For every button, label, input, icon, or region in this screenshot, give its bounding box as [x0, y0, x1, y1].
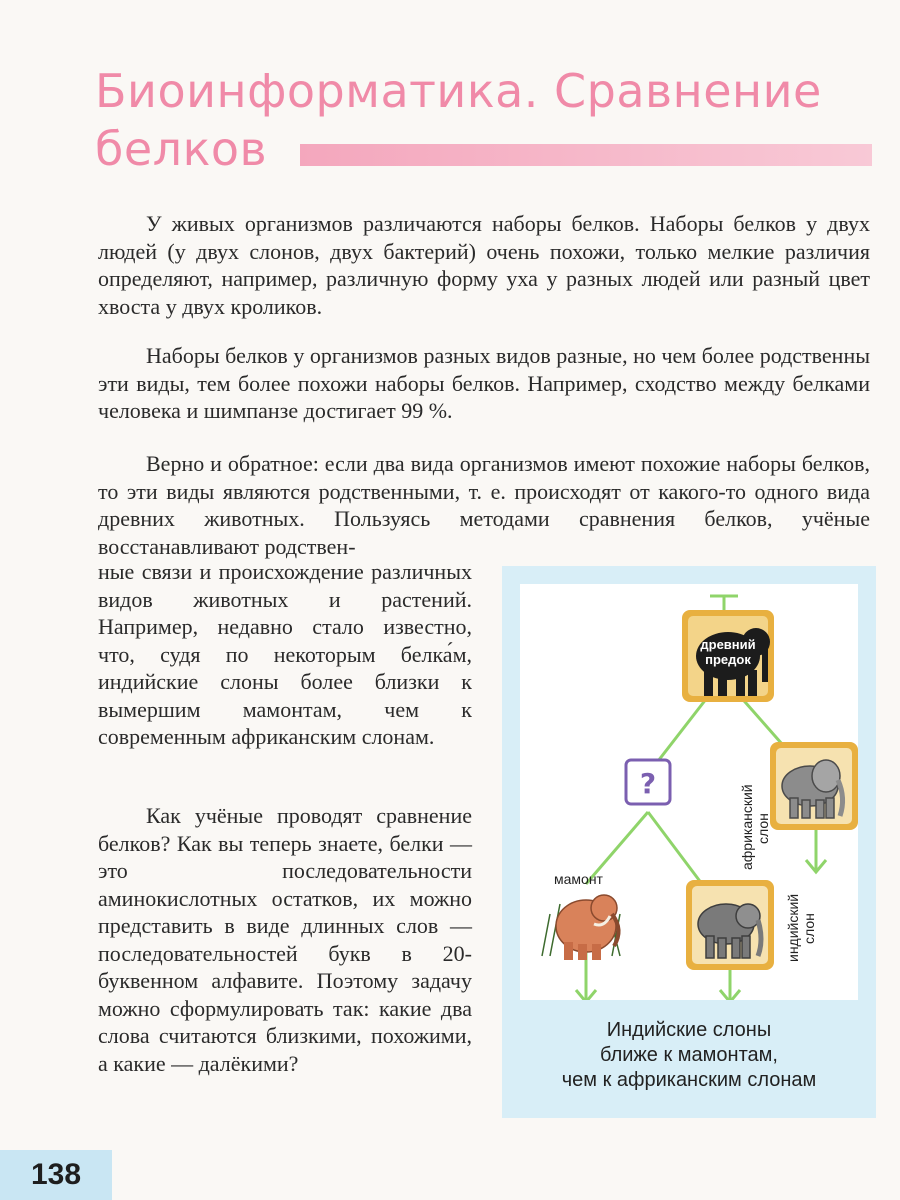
caption-line-1: Индийские слоны: [606, 1019, 772, 1041]
title-decorative-bar: [300, 144, 872, 166]
caption-line-3: чем к африканским слонам: [561, 1069, 817, 1091]
mammoth-label: мамонт: [554, 871, 603, 887]
figure-panel: [520, 584, 858, 1000]
paragraph-3-continued: ные связи и происхождение различных видов животных и растений. Например, недавно стало известно, что, судя по некоторым белка́м, индийские слоны более близки к вымершим мамонтам, чем к современным африканским слонам.: [98, 559, 472, 749]
paragraph-3: Верно и обратное: если два вида организмов имеют похожие наборы белков, то эти виды являются родственными, т. е. происходят от какого-то одного вида древних животных. Пользуясь методами сравнения белков, учёные восстанавливают родствен-: [98, 451, 870, 559]
question-mark-icon: ?: [639, 767, 657, 800]
mammoth-icon: [542, 895, 620, 960]
african-elephant-tile: [770, 742, 858, 830]
ancestor-tile: [682, 610, 774, 702]
title-line-1: Биоинформатика. Сравнение: [95, 64, 822, 118]
paragraph-2: Наборы белков у организмов разных видов разные, но чем более родственны эти виды, тем более похожи наборы белков. Например, сходство между белками человека и шимпанзе достигает 99 %.: [98, 343, 870, 423]
indian-label-1: индийский: [785, 893, 801, 962]
unknown-ancestor-box: [626, 760, 670, 804]
phylogeny-tree: [520, 584, 858, 1000]
indian-label-2: слон: [801, 913, 817, 944]
title-line-2: белков: [95, 122, 268, 176]
ancestor-label-1: древний: [700, 637, 756, 652]
paragraph-4: Как учёные проводят сравнение белков? Как вы теперь знаете, белки — это последовательности аминокислотных остатков, их можно представить в виде длинных слов — последовательностей букв в 20-буквенном алфавите. Поэтому задачу можно сформулировать так: какие два слова считаются близкими, похожими, а какие — далёкими?: [98, 803, 472, 1076]
paragraph-1: У живых организмов различаются наборы белков. Наборы белков у двух людей (у двух слонов, двух бактерий) очень похожи, только мелкие различия определяют, например, различную форму уха у разных людей или разный цвет хвоста у двух кроликов.: [98, 211, 870, 319]
indian-elephant-tile: [686, 880, 774, 970]
phylogeny-figure: [502, 566, 876, 1118]
page-number: 138: [0, 1150, 112, 1200]
african-label-1: африканский: [739, 784, 755, 870]
caption-line-2: ближе к мамонтам,: [600, 1044, 778, 1066]
figure-caption: [516, 1018, 862, 1093]
african-label-2: слон: [755, 813, 771, 844]
ancestor-label-2: предок: [705, 652, 751, 667]
